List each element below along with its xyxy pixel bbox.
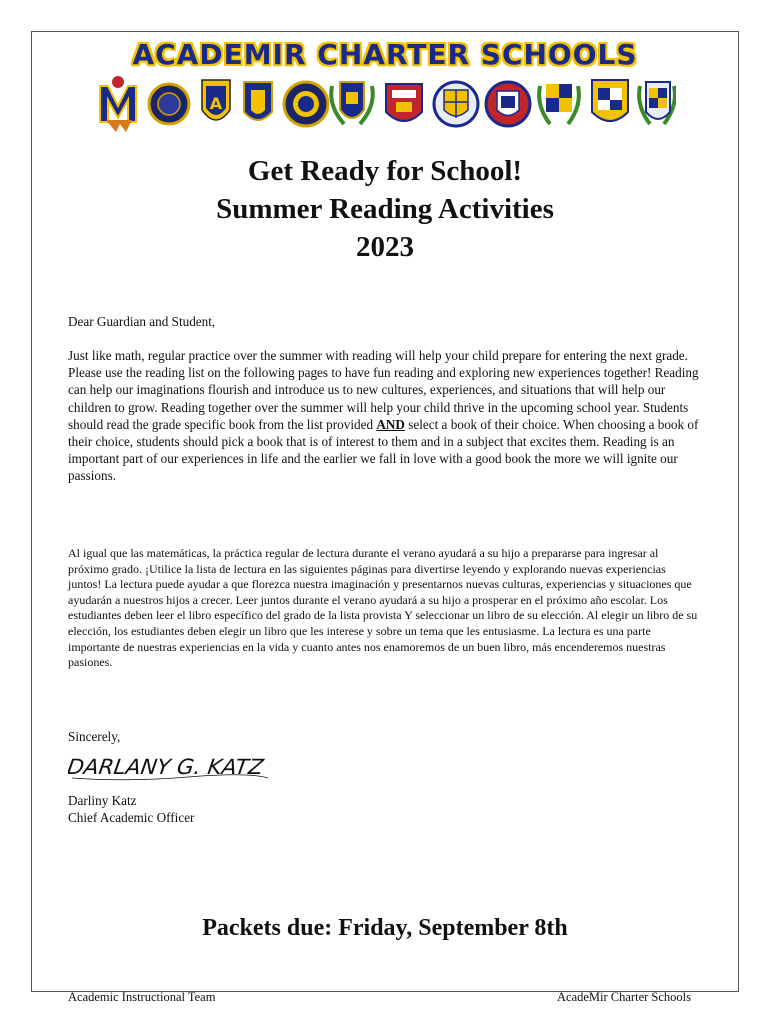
- title-line-2: Summer Reading Activities: [216, 193, 554, 225]
- school-seal-3: [284, 82, 328, 126]
- signer-title: Chief Academic Officer: [68, 810, 195, 825]
- school-shield-laurel-4: [331, 82, 373, 124]
- school-shield-a-logo: [202, 80, 230, 120]
- school-crest-2: [244, 82, 272, 120]
- spanish-paragraph: Al igual que las matemáticas, la práctica regular de lectura durante el verano ayudará a su hijo a prepararse para ingresar al próximo grado. ¡Utilice la lista de lectura en las siguientes páginas para divertirse leyendo y explorando nuevas experiencias juntos! La lectura puede ayudar a que florezca nuestra imaginación y presentarnos nuevas culturas, experiencias y situaciones que ayudarán a nuestros hijos a crecer. Leer juntos durante el verano ayudará a su hijo a prosperar en el próximo año escolar. Los estudiantes deben leer el libro específico del grado de la lista provista Y seleccionar un libro de su elección. Al elegir un libro de su elección, los estudiantes deben elegir un libro que les interese y sobre un tema que les entusiasme. La lectura es una parte importante de nuestras experiencias en la vida y cuanto antes nos enamoremos de un buen libro, más encenderemos nuestras pasiones.: [68, 546, 698, 670]
- english-text-part-2: select a book of their choice. When choosing a book of their choice, students should pick a book that is of interest to them and in a subject that excites them. Reading is an important part of our experiences in life and the earlier we fall in love with a good book the more we will ignite our passions.: [68, 416, 699, 484]
- school-crest-red-6: [486, 82, 530, 126]
- title-line-1: Get Ready for School!: [247, 155, 523, 187]
- school-seal-5: [434, 82, 478, 126]
- english-emphasis-and: AND: [376, 416, 405, 432]
- salutation: Dear Guardian and Student,: [68, 314, 216, 329]
- english-paragraph: [68, 347, 708, 485]
- academir-red-crest: [386, 84, 422, 121]
- school-banner-title: ACADEMIR CHARTER SCHOOLS: [132, 37, 638, 71]
- english-text-part-1: Just like math, regular practice over the summer with reading will help your child prepare for entering the next grade. Please use the reading list on the following pages to have fun reading and exploring new experiences together! Reading can help our imaginations flourish and introduce us to new cultures, experiences, and situations that will help our children to grow. Reading together over the summer will help your child thrive in the upcoming school year. Students should read the grade specific book from the list provided: [68, 348, 699, 432]
- title-line-3: 2023: [356, 231, 414, 263]
- svg-text:A: A: [209, 94, 223, 113]
- academir-preparatory-crest: [592, 80, 628, 121]
- closing: Sincerely,: [68, 729, 121, 744]
- signer-name: Darliny Katz: [68, 793, 137, 808]
- page-title: [31, 152, 739, 266]
- m-mascot-logo: [100, 76, 136, 132]
- school-seal-1: [149, 84, 189, 124]
- packets-due-notice: Packets due: Friday, September 8th: [202, 915, 568, 941]
- school-quadrant-crest-8: [639, 82, 675, 124]
- school-logos-row: [96, 72, 676, 134]
- signature-graphic: [68, 748, 278, 786]
- footer-left: Academic Instructional Team: [68, 990, 216, 1004]
- svg-text:DARLANY G. KATZ: DARLANY G. KATZ: [68, 754, 259, 779]
- school-quadrant-crest-7: [539, 84, 579, 124]
- footer-right: AcadeMir Charter Schools: [557, 990, 691, 1004]
- handwritten-signature: [68, 748, 278, 786]
- school-logos-graphic: [96, 72, 676, 134]
